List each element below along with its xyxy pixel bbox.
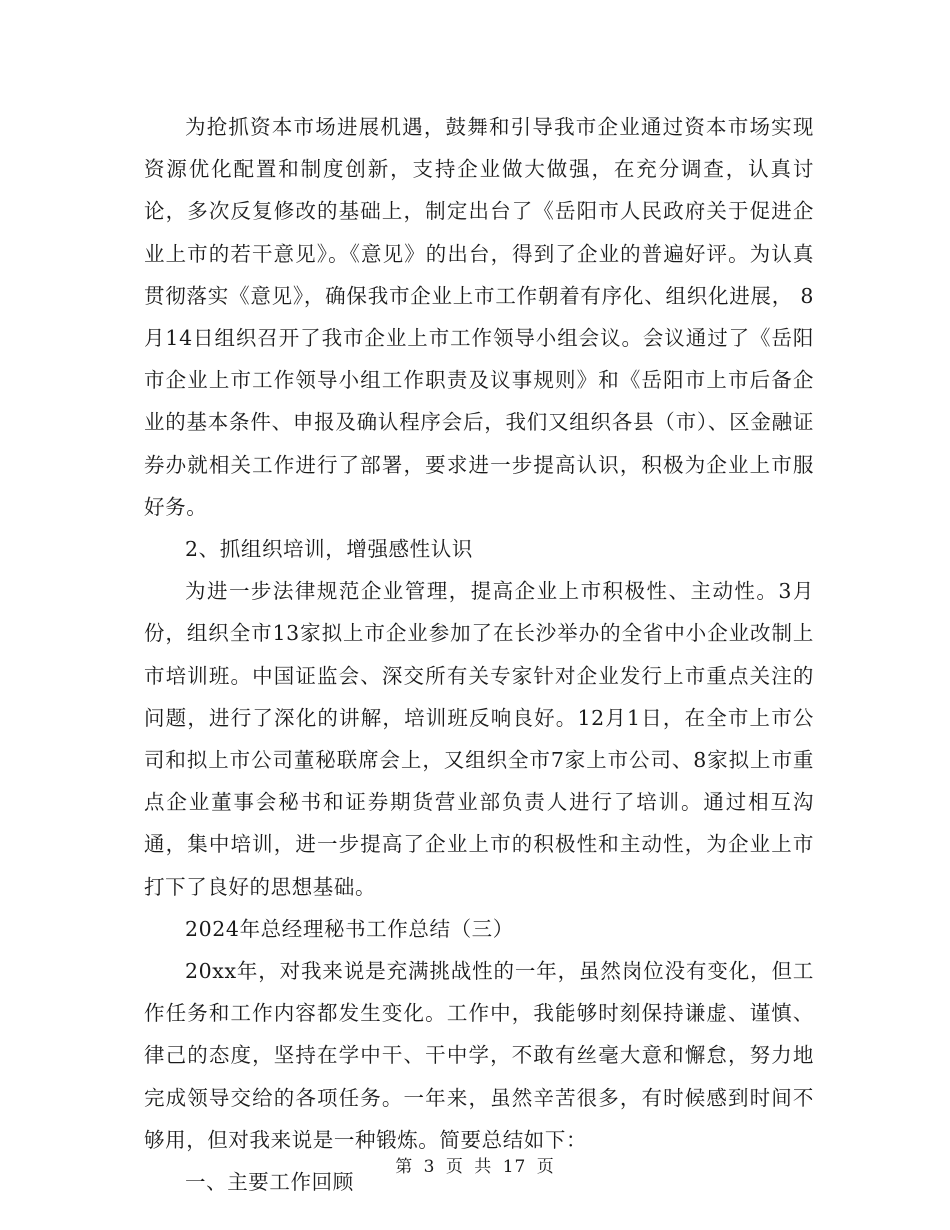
paragraph-year-summary: 20xx年，对我来说是充满挑战性的一年，虽然岗位没有变化，但工作任务和工作内容都发生变化。工作中，我能够时刻保持谦虚、谨慎、律己的态度，坚持在学中干、干中学，不敢有丝毫大意和懈怠，努力地完成领导交给的各项任务。一年来，虽然辛苦很多，有时候感到时间不够用，但对我来说是一种锻炼。简要总结如下：: [144, 959, 814, 1152]
section-heading-training: 2、抓组织培训，增强感性认识: [185, 537, 473, 562]
page-number-footer: 第 3 页 共 17 页: [395, 1157, 555, 1177]
document-body: [144, 106, 814, 1203]
paragraph-capital-market: 为抢抓资本市场进展机遇，鼓舞和引导我市企业通过资本市场实现资源优化配置和制度创新，支持企业做大做强，在充分调查，认真讨论，多次反复修改的基础上，制定出台了《岳阳市人民政府关于促进企业上市的若干意见》。《意见》的出台，得到了企业的普遍好评。为认真贯彻落实《意见》，确保我市企业上市工作朝着有序化、组织化进展， 8月14日组织召开了我市企业上市工作领导小组会议。会议通过了《岳阳市企业上市工作领导小组工作职责及议事规则》和《岳阳市上市后备企业的基本条件、申报及确认程序会后，我们又组织各县（市）、区金融证券办就相关工作进行了部署，要求进一步提高认识，积极为企业上市服好务。: [144, 115, 814, 519]
paragraph-training: 为进一步法律规范企业管理，提高企业上市积极性、主动性。3月份，组织全市13家拟上市企业参加了在长沙举办的全省中小企业改制上市培训班。中国证监会、深交所有关专家针对企业发行上市重点关注的问题，进行了深化的讲解，培训班反响良好。12月1日，在全市上市公司和拟上市公司董秘联席会上，又组织全市7家上市公司、8家拟上市重点企业董事会秘书和证券期货营业部负责人进行了培训。通过相互沟通，集中培训，进一步提高了企业上市的积极性和主动性，为企业上市打下了良好的思想基础。: [144, 579, 814, 899]
section-heading-review: 一、主要工作回顾: [185, 1170, 354, 1195]
document-title-summary-three: 2024年总经理秘书工作总结（三）: [185, 916, 514, 941]
